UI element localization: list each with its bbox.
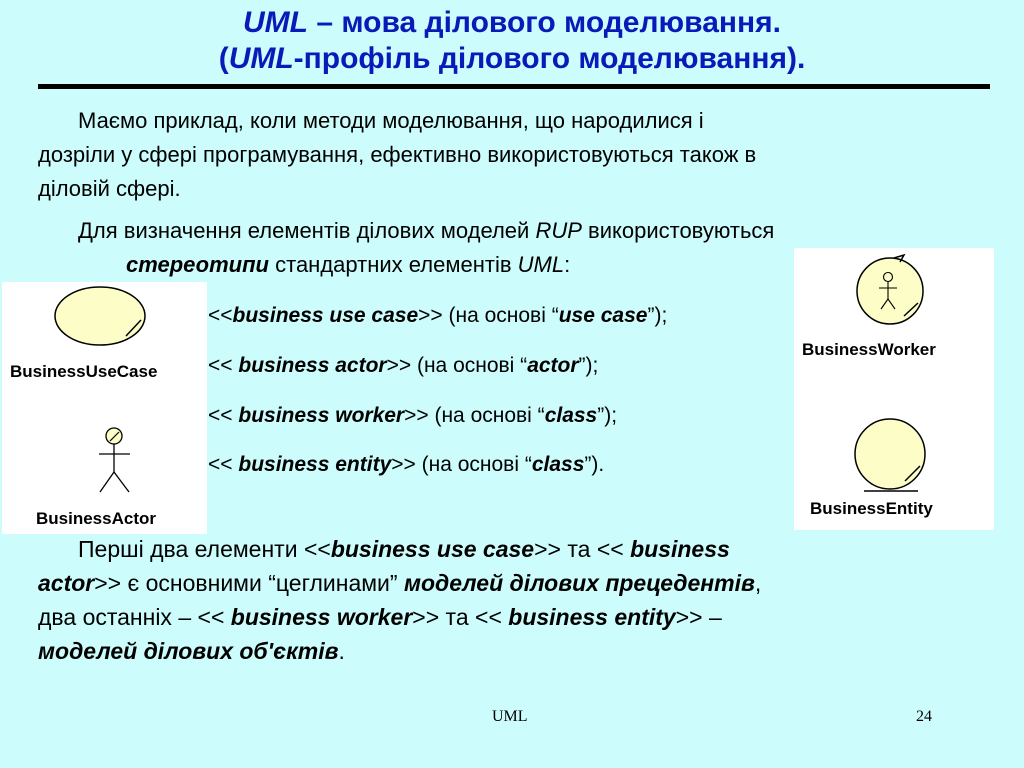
p3-b1: business use case (330, 536, 535, 562)
p3-e: >> є основними “цеглинами” (94, 570, 404, 596)
st3-open: << (208, 404, 239, 427)
business-entity-circle-icon (855, 419, 925, 489)
business-actor-label: BusinessActor (36, 509, 156, 528)
paragraph-3 (38, 532, 988, 668)
business-use-case-label: BusinessUseCase (10, 362, 158, 381)
p1-line-1: Маємо приклад, коли методи моделювання, що народилися і (78, 108, 704, 133)
p2-stereotypes: стереотипи (126, 252, 269, 277)
p2-text-c: стандартних елементів (269, 252, 518, 277)
st2-open: << (208, 354, 239, 377)
worker-and-entity-icons (794, 248, 994, 530)
st3-base: class (544, 404, 598, 427)
p3-j: >> та << (412, 604, 509, 630)
p3-n: . (338, 638, 345, 664)
st1-open: << (208, 304, 233, 327)
title-rest-1: – мова ділового моделювання. (308, 6, 781, 39)
business-worker-circle-icon (857, 258, 923, 324)
p3-l: >> – (675, 604, 722, 630)
title-underline (38, 84, 990, 89)
business-actor-leg-left (100, 472, 114, 492)
p2-text-b: використовуються (581, 218, 775, 243)
p3-c: >> та << (534, 536, 631, 562)
st4-open: << (208, 453, 239, 476)
page-number: 24 (916, 708, 932, 725)
st1-close: >> (на основі “ (418, 304, 559, 327)
st3-close: >> (на основі “ (404, 404, 545, 427)
left-icon-panel (2, 282, 207, 534)
st2-base: actor (527, 354, 579, 377)
business-worker-label: BusinessWorker (802, 340, 936, 359)
st2-end: ”); (578, 354, 599, 377)
p3-i: business worker (230, 604, 413, 630)
st3-end: ”); (597, 404, 618, 427)
p3-f: моделей ділових прецедентів (403, 570, 755, 596)
title-rest-2: -профіль ділового моделювання). (293, 42, 806, 75)
p2-colon: : (564, 252, 571, 277)
p1-line-3: діловій сфері. (38, 176, 181, 201)
business-actor-leg-right (114, 472, 129, 492)
st1-base: use case (558, 304, 648, 327)
stereotype-line-1 (208, 302, 667, 330)
business-use-case-ellipse-icon (55, 287, 145, 345)
p3-d2: actor (38, 570, 95, 596)
stereotype-line-4 (208, 451, 604, 479)
p1-line-2: дозріли у сфері програмування, ефективно використовуються також в (38, 142, 757, 167)
business-actor-head (106, 428, 122, 444)
st4-end: ”). (584, 453, 605, 476)
title-line-1 (0, 5, 1024, 41)
use-case-and-actor-icons (2, 282, 207, 534)
p3-g: , (754, 570, 762, 596)
st4-close: >> (на основі “ (391, 453, 532, 476)
p3-d1: business (630, 536, 730, 562)
title-uml-1: UML (243, 6, 308, 39)
title-uml-2: UML (228, 42, 294, 75)
p2-text-a: Для визначення елементів ділових моделей (78, 218, 536, 243)
p2-uml: UML (517, 252, 565, 277)
st4-name: business entity (238, 453, 392, 476)
p3-h: два останніх – << (38, 604, 231, 630)
p2-rup: RUP (535, 218, 582, 243)
st2-close: >> (на основі “ (386, 354, 528, 377)
paragraph-1 (38, 104, 988, 206)
st1-end: ”); (647, 304, 668, 327)
p3-m: моделей ділових об'єктів (38, 638, 339, 664)
title-paren: ( (218, 42, 229, 75)
business-entity-label: BusinessEntity (810, 499, 933, 518)
p3-a: Перші два елементи << (78, 536, 331, 562)
st4-base: class (531, 453, 585, 476)
stereotype-line-2 (208, 352, 598, 380)
stereotype-line-3 (208, 402, 617, 430)
st2-name: business actor (238, 354, 387, 377)
right-icon-panel (794, 248, 994, 530)
footer-center: UML (492, 708, 528, 725)
st3-name: business worker (238, 404, 405, 427)
st1-name: business use case (232, 304, 419, 327)
p3-k: business entity (508, 604, 676, 630)
title-line-2 (0, 41, 1024, 77)
